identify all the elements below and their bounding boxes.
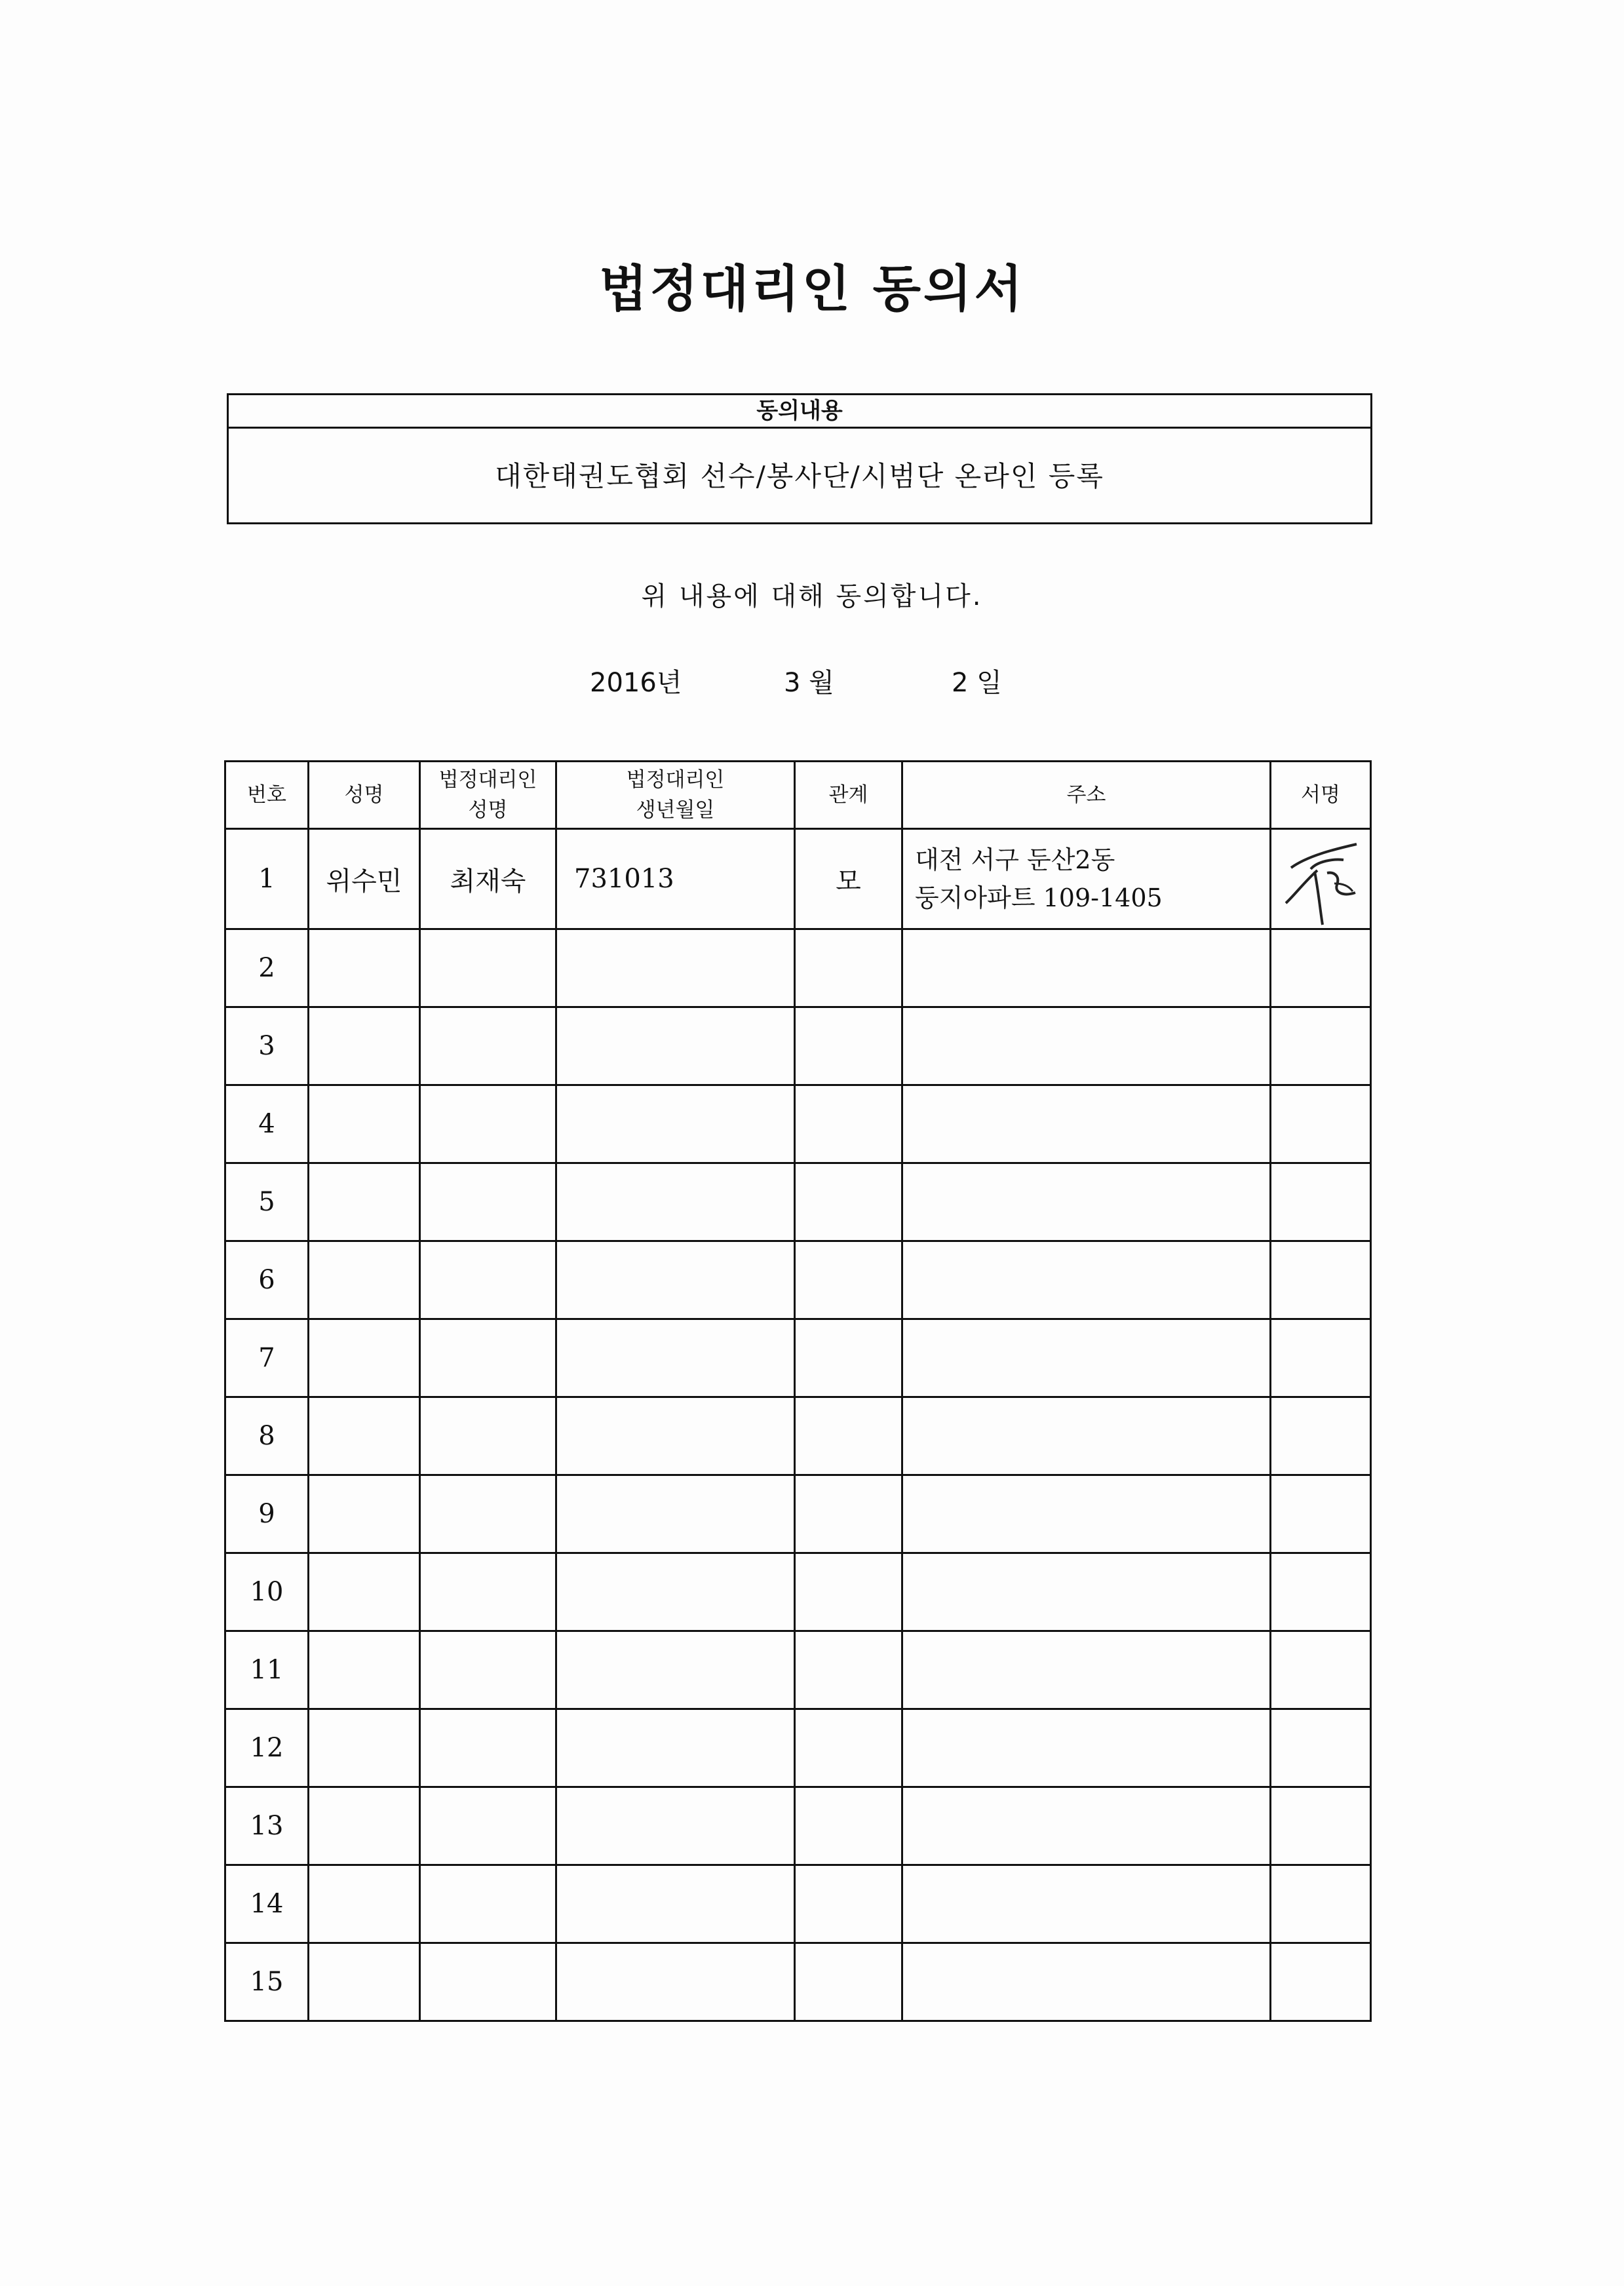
row-cell (420, 1007, 556, 1085)
row-cell (420, 1241, 556, 1319)
row-cell (420, 929, 556, 1007)
table-row (225, 1163, 1371, 1241)
row-cell (556, 1787, 795, 1865)
table-row (225, 1085, 1371, 1163)
row-cell (556, 1085, 795, 1163)
header-address: 주소 (902, 762, 1271, 829)
row-cell (795, 1631, 902, 1709)
row-cell (556, 1943, 795, 2021)
row-cell (1271, 1241, 1371, 1319)
row-cell (795, 1397, 902, 1475)
row-cell (902, 1163, 1271, 1241)
row-cell (902, 1943, 1271, 2021)
row-cell (795, 1241, 902, 1319)
row-cell (902, 1397, 1271, 1475)
row-cell (902, 1631, 1271, 1709)
header-relation: 관계 (795, 762, 902, 829)
header-guardian-birth-line2: 생년월일 (636, 798, 715, 822)
row-cell (1271, 1319, 1371, 1397)
row-cell (556, 1397, 795, 1475)
table-header-row (225, 762, 1371, 829)
row-cell (795, 1709, 902, 1787)
table-row (225, 1631, 1371, 1709)
row-cell (1271, 1631, 1371, 1709)
row-number: 12 (225, 1709, 309, 1787)
row-address (902, 829, 1271, 929)
row-cell (309, 1085, 420, 1163)
row-cell (309, 1163, 420, 1241)
row-cell (1271, 1085, 1371, 1163)
row-cell (795, 1163, 902, 1241)
row-cell (556, 1319, 795, 1397)
table-row (225, 1865, 1371, 1943)
row-cell (902, 1319, 1271, 1397)
row-cell (1271, 1943, 1371, 2021)
row-cell (420, 1475, 556, 1553)
row-cell (420, 1709, 556, 1787)
row-cell (795, 1865, 902, 1943)
row-cell (795, 1943, 902, 2021)
row-number: 10 (225, 1553, 309, 1631)
header-signature: 서명 (1271, 762, 1371, 829)
row-cell (556, 1163, 795, 1241)
table-row (225, 1475, 1371, 1553)
agreement-statement: 위 내용에 대해 동의합니다. (641, 581, 983, 611)
date-year: 2016년 (590, 668, 682, 698)
table-row (225, 1553, 1371, 1631)
header-guardian-name-line1: 법정대리인 (438, 768, 537, 792)
row-cell (420, 1085, 556, 1163)
row-cell (795, 1787, 902, 1865)
table-row (225, 929, 1371, 1007)
row-cell (795, 1007, 902, 1085)
row-name: 위수민 (309, 829, 420, 929)
row-cell (1271, 1787, 1371, 1865)
row-cell (902, 1241, 1271, 1319)
row-cell (1271, 1163, 1371, 1241)
row-cell (1271, 1007, 1371, 1085)
row-cell (556, 1631, 795, 1709)
row-number: 5 (225, 1163, 309, 1241)
row-cell (1271, 1397, 1371, 1475)
row-cell (795, 1553, 902, 1631)
consent-box (227, 393, 1372, 524)
row-cell (309, 1865, 420, 1943)
header-guardian-birth (556, 762, 795, 829)
row-cell (1271, 1709, 1371, 1787)
row-number: 4 (225, 1085, 309, 1163)
row-cell (556, 1865, 795, 1943)
row-cell (795, 1475, 902, 1553)
row-number: 6 (225, 1241, 309, 1319)
row-cell (902, 1865, 1271, 1943)
header-guardian-birth-line1: 법정대리인 (626, 768, 725, 792)
document-title: 법정대리인 동의서 (599, 260, 1025, 318)
row-cell (902, 1475, 1271, 1553)
row-cell (902, 929, 1271, 1007)
header-number: 번호 (225, 762, 309, 829)
row-cell (309, 1631, 420, 1709)
row-cell (309, 1241, 420, 1319)
row-cell (1271, 929, 1371, 1007)
row-number: 11 (225, 1631, 309, 1709)
row-number: 9 (225, 1475, 309, 1553)
row-address-line2: 둥지아파트 109-1405 (915, 883, 1163, 912)
row-number: 13 (225, 1787, 309, 1865)
row-cell (556, 1553, 795, 1631)
row-cell (309, 1787, 420, 1865)
row-cell (420, 1163, 556, 1241)
row-cell (1271, 1865, 1371, 1943)
row-number: 1 (225, 829, 309, 929)
row-cell (309, 1553, 420, 1631)
row-cell (556, 1475, 795, 1553)
row-cell (420, 1397, 556, 1475)
table-row (225, 1709, 1371, 1787)
row-address-line1: 대전 서구 둔산2동 (915, 845, 1115, 874)
row-cell (902, 1553, 1271, 1631)
row-number: 2 (225, 929, 309, 1007)
header-guardian-name-line2: 성명 (468, 798, 508, 822)
row-cell (309, 1475, 420, 1553)
header-name: 성명 (309, 762, 420, 829)
row-cell (1271, 1553, 1371, 1631)
table-row (225, 1241, 1371, 1319)
table-row (225, 1319, 1371, 1397)
row-cell (556, 1241, 795, 1319)
row-cell (556, 929, 795, 1007)
row-cell (309, 1319, 420, 1397)
row-cell (556, 1007, 795, 1085)
row-cell (902, 1085, 1271, 1163)
table-row (225, 1007, 1371, 1085)
row-cell (309, 1709, 420, 1787)
row-cell (420, 1631, 556, 1709)
consent-content: 대한태권도협회 선수/봉사단/시범단 온라인 등록 (495, 460, 1104, 492)
row-cell (309, 1007, 420, 1085)
row-cell (1271, 1475, 1371, 1553)
table-row (225, 1787, 1371, 1865)
row-relation: 모 (795, 829, 902, 929)
row-cell (420, 1553, 556, 1631)
row-number: 7 (225, 1319, 309, 1397)
row-cell (556, 1709, 795, 1787)
guardian-roster-table (224, 760, 1372, 2022)
date-day: 2 일 (952, 668, 1002, 698)
table-row (225, 829, 1371, 929)
row-cell (420, 1319, 556, 1397)
row-cell (309, 1943, 420, 2021)
row-number: 14 (225, 1865, 309, 1943)
row-cell (309, 1397, 420, 1475)
header-guardian-name (420, 762, 556, 829)
handwritten-signature (1271, 830, 1370, 928)
table-row (225, 1943, 1371, 2021)
consent-header: 동의내용 (229, 395, 1370, 429)
row-cell (309, 929, 420, 1007)
row-cell (795, 1319, 902, 1397)
row-cell (420, 1787, 556, 1865)
row-signature (1271, 829, 1371, 929)
row-cell (902, 1787, 1271, 1865)
row-cell (795, 929, 902, 1007)
date-month: 3 월 (784, 668, 834, 698)
row-number: 3 (225, 1007, 309, 1085)
row-guardian-name: 최재숙 (420, 829, 556, 929)
row-cell (795, 1085, 902, 1163)
row-cell (420, 1865, 556, 1943)
row-cell (420, 1943, 556, 2021)
row-number: 15 (225, 1943, 309, 2021)
row-number: 8 (225, 1397, 309, 1475)
row-cell (902, 1007, 1271, 1085)
row-guardian-birth: 731013 (556, 829, 795, 929)
row-cell (902, 1709, 1271, 1787)
table-row (225, 1397, 1371, 1475)
